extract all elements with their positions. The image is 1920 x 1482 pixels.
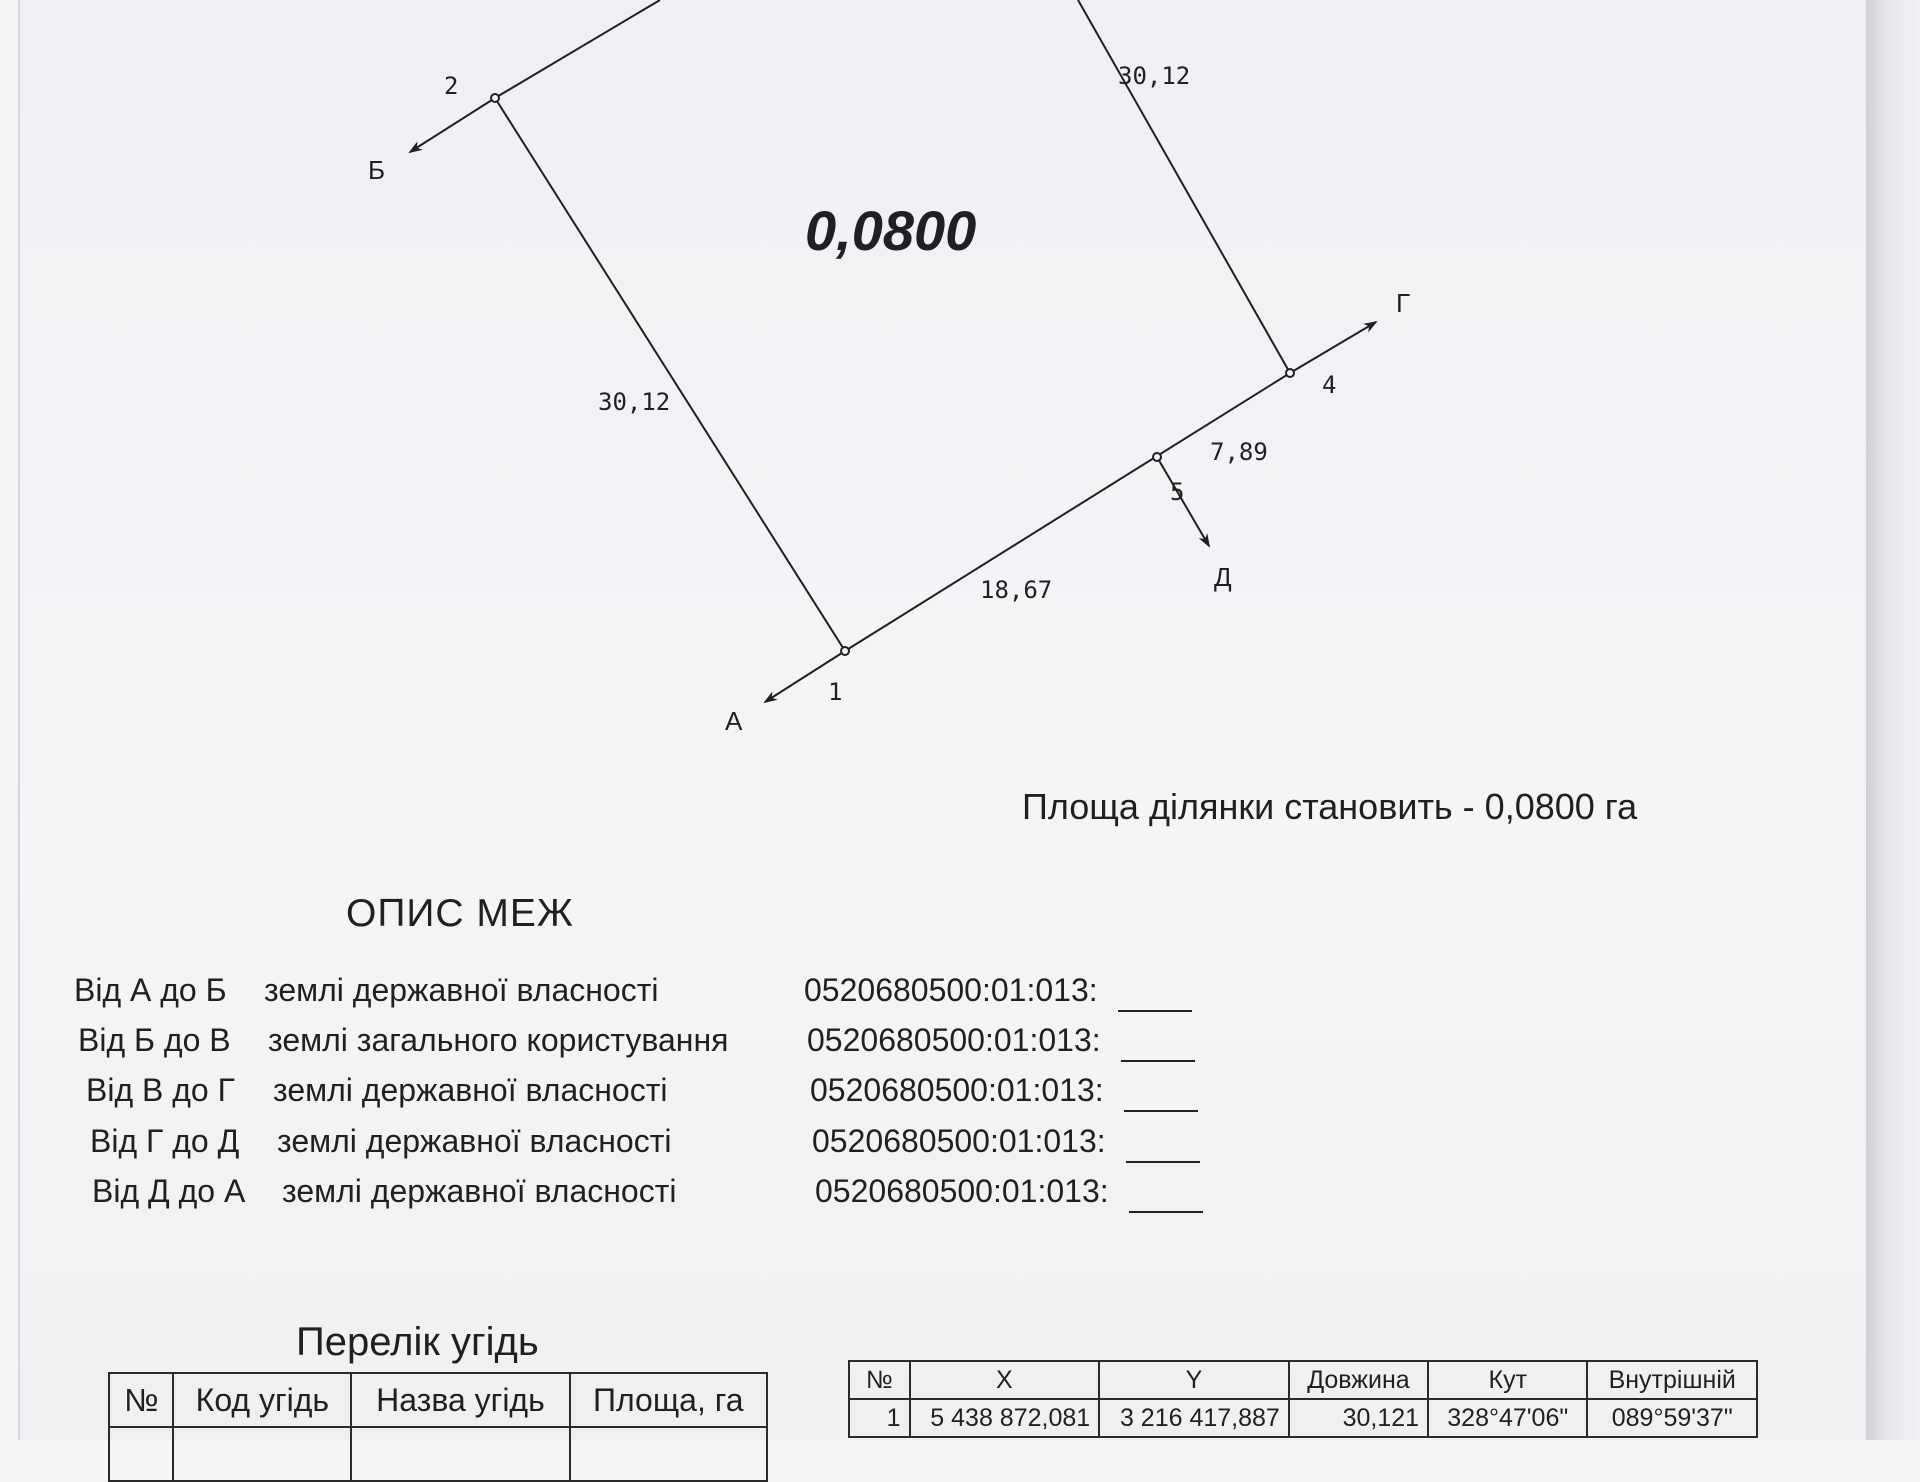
coordinates-cell-inner: 089°59'37" (1587, 1399, 1757, 1437)
boundary-from-to: Від Г до Д (90, 1123, 240, 1159)
side-length-1-5: 18,67 (980, 576, 1053, 604)
coordinates-header-cell: Внутрішній (1587, 1361, 1757, 1399)
coordinates-cell-length: 30,121 (1289, 1399, 1428, 1437)
vertex-5 (1153, 453, 1161, 461)
lands-header-cell: Назва угідь (351, 1373, 569, 1427)
lands-title: Перелік угідь (296, 1320, 539, 1364)
point-label-5: 5 (1170, 478, 1185, 506)
cadastral-blank (1124, 1080, 1198, 1112)
coordinates-cell-angle: 328°47'06" (1428, 1399, 1587, 1437)
boundary-line-1-2 (495, 98, 845, 651)
arrow-to-B (410, 98, 495, 152)
cadastral-blank (1126, 1131, 1200, 1163)
boundaries-title: ОПИС МЕЖ (346, 892, 574, 935)
boundary-description: землі державної власності (273, 1072, 668, 1108)
cadastral-blank (1118, 980, 1192, 1012)
lands-cell (570, 1427, 767, 1481)
side-length-1-2: 30,12 (598, 388, 671, 416)
boundary-line-1-4 (845, 373, 1290, 651)
lands-header-cell: № (109, 1373, 173, 1427)
cadastral-blank (1121, 1030, 1195, 1062)
letter-label-D: Д (1214, 562, 1232, 592)
boundary-description: землі державної власності (282, 1173, 677, 1209)
boundary-cadastral-code: 0520680500:01:013: (804, 972, 1098, 1008)
point-label-1: 1 (828, 678, 843, 706)
boundary-description: землі державної власності (277, 1123, 672, 1159)
lands-header-cell: Код угідь (173, 1373, 351, 1427)
area-statement: Площа ділянки становить - 0,0800 га (1022, 786, 1638, 827)
coordinates-cell-x: 5 438 872,081 (910, 1399, 1100, 1437)
area-label: 0,0800 (805, 199, 977, 262)
letter-label-A: А (725, 706, 743, 736)
point-label-2: 2 (444, 72, 459, 100)
coordinates-cell-y: 3 216 417,887 (1099, 1399, 1289, 1437)
coordinates-header-cell: X (910, 1361, 1100, 1399)
coordinates-table (848, 1360, 1758, 1438)
lands-cell (173, 1427, 351, 1481)
boundary-cadastral-code: 0520680500:01:013: (812, 1123, 1106, 1159)
lands-table (108, 1372, 768, 1482)
coordinates-header-cell: Y (1099, 1361, 1289, 1399)
coordinates-header-cell: Довжина (1289, 1361, 1428, 1399)
boundary-description: землі загального користування (268, 1022, 729, 1058)
vertex-4 (1286, 369, 1294, 377)
arrow-to-G (1290, 322, 1376, 373)
boundary-from-to: Від В до Г (86, 1072, 235, 1108)
coordinates-header-cell: Кут (1428, 1361, 1587, 1399)
side-length-5-4: 7,89 (1210, 438, 1268, 466)
boundary-cadastral-code: 0520680500:01:013: (807, 1022, 1101, 1058)
lands-table-header (109, 1373, 767, 1427)
boundary-cadastral-code: 0520680500:01:013: (810, 1072, 1104, 1108)
boundary-from-to: Від Б до В (78, 1022, 231, 1058)
coordinates-table-header (849, 1361, 1757, 1399)
table-row (109, 1427, 767, 1481)
boundary-from-to: Від Д до А (92, 1173, 246, 1209)
lands-header-cell: Площа, га (570, 1373, 767, 1427)
lands-cell (109, 1427, 173, 1481)
coordinates-cell-n: 1 (849, 1399, 910, 1437)
lands-cell (351, 1427, 569, 1481)
boundary-from-to: Від А до Б (74, 972, 227, 1008)
side-length-3-4: 30,12 (1118, 62, 1191, 90)
coordinates-header-cell: № (849, 1361, 910, 1399)
cadastral-blank (1129, 1181, 1203, 1213)
letter-label-G: Г (1396, 288, 1411, 318)
point-label-4: 4 (1322, 371, 1337, 399)
boundary-description: землі державної власності (264, 972, 659, 1008)
letter-label-B: Б (368, 155, 386, 185)
boundary-cadastral-code: 0520680500:01:013: (815, 1173, 1109, 1209)
vertex-1 (841, 647, 849, 655)
vertex-2 (491, 94, 499, 102)
boundary-line-3-4 (1078, 0, 1290, 373)
table-row (849, 1399, 1757, 1437)
boundary-line-2-3 (495, 0, 660, 98)
